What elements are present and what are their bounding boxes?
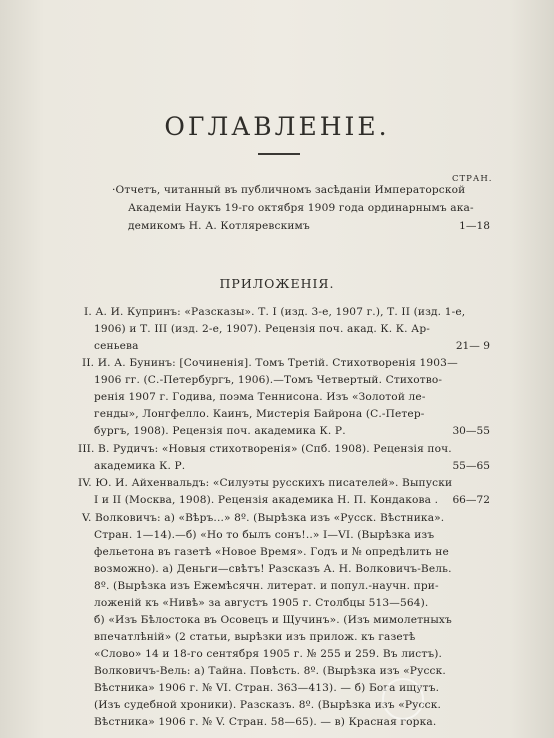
entry-line: Вѣстника» 1906 г. № V. Стран. 58—65). — в) Красная горка. (94, 716, 437, 728)
entry-line: ложеній къ «Нивѣ» за августъ 1905 г. Столбцы 513—564). (94, 597, 429, 609)
report-line: Академіи Наукъ 19-го октября 1909 года ординарнымъ ака- (128, 202, 474, 214)
entry-line: 1906 гг. (С.-Петербургъ, 1906).—Томъ Четвертый. Стихотво- (94, 374, 443, 386)
watermark-stamp (382, 678, 424, 720)
appendix-heading: ПРИЛОЖЕНІЯ. (219, 276, 335, 291)
entry-line: III. В. Рудичъ: «Новыя стихотворенія» (Спб. 1908). Рецензія поч. (78, 443, 452, 455)
entry-line: ренія 1907 г. Годива, поэма Теннисона. Изъ «Золотой ле- (94, 391, 426, 403)
entry-line: (Изъ судебной хроники). Разсказъ. 8º. (Вырѣзка изъ «Русск. (94, 699, 442, 711)
entry-pages: 66—72 (452, 494, 490, 506)
entry-line: Стран. 1—14).—б) «Но то былъ сонъ!..» I—VI. (Вырѣзка изъ (94, 529, 435, 541)
entry-line: б) «Изъ Бѣлостока въ Осовецъ и Щучинъ». (Изъ мимолетныхъ (94, 614, 452, 626)
report-pages: 1—18 (459, 220, 490, 232)
entry-line: «Слово» 14 и 18-го сентября 1905 г. № 255 и 259. Въ листъ). (94, 648, 443, 660)
entry-line: 8º. (Вырѣзка изъ Ежемѣсячн. литерат. и попул.-научн. при- (94, 580, 439, 592)
entry-pages: 21— 9 (455, 340, 490, 352)
entry-line: IV. Ю. И. Айхенвальдъ: «Силуэты русскихъ писателей». Выпуски (78, 477, 453, 489)
entry-line: сеньева (94, 340, 139, 352)
page-title: ОГЛАВЛЕНІЕ. (164, 112, 390, 141)
entry-line: I и II (Москва, 1908). Рецензія академика Н. П. Кондакова . (94, 494, 439, 506)
entry-line: генды», Лонгфелло. Каинъ, Мистерія Байрона (С.-Петер- (94, 408, 425, 420)
report-line: демикомъ Н. А. Котляревскимъ (128, 220, 310, 232)
entry-line: Вѣстника» 1906 г. № VI. Стран. 363—413). — б) Бога ищутъ. (94, 682, 440, 694)
entry-line: Волковичъ-Вель: а) Тайна. Повѣсть. 8º. (Вырѣзка изъ «Русск. (94, 665, 446, 677)
entry-line: II. И. А. Бунинъ: [Сочиненія]. Томъ Третій. Стихотворенія 1903— (82, 357, 458, 369)
entry-line: V. Волковичъ: а) «Вѣръ...» 8º. (Вырѣзка изъ «Русск. Вѣстника». (82, 512, 445, 524)
entry-pages: 30—55 (452, 425, 490, 437)
entry-line: академика К. Р. (94, 460, 186, 472)
entry-line: возможно). а) Деньги—свѣтъ! Разсказъ А. Н. Волковичъ-Вель. (94, 563, 452, 575)
entry-line: I. А. И. Купринъ: «Разсказы». Т. I (изд. 3-е, 1907 г.), Т. II (изд. 1-е, (84, 306, 466, 318)
title-divider (258, 153, 300, 155)
entry-line: фельетона въ газетѣ «Новое Время». Годъ и № опредѣлить не (94, 546, 449, 558)
page-column-header: СТРАН. (452, 174, 493, 184)
report-line: ·Отчетъ, читанный въ публичномъ засѣданіи Императорской (112, 184, 466, 196)
entry-line: 1906) и Т. III (изд. 2-е, 1907). Рецензія поч. акад. К. К. Ар- (94, 323, 430, 335)
entry-line: бургъ, 1908). Рецензія поч. академика К. Р. (94, 425, 346, 437)
entry-pages: 55—65 (452, 460, 490, 472)
entry-line: впечатлѣній» (2 статьи, вырѣзки изъ прилож. къ газетѣ (94, 631, 416, 643)
